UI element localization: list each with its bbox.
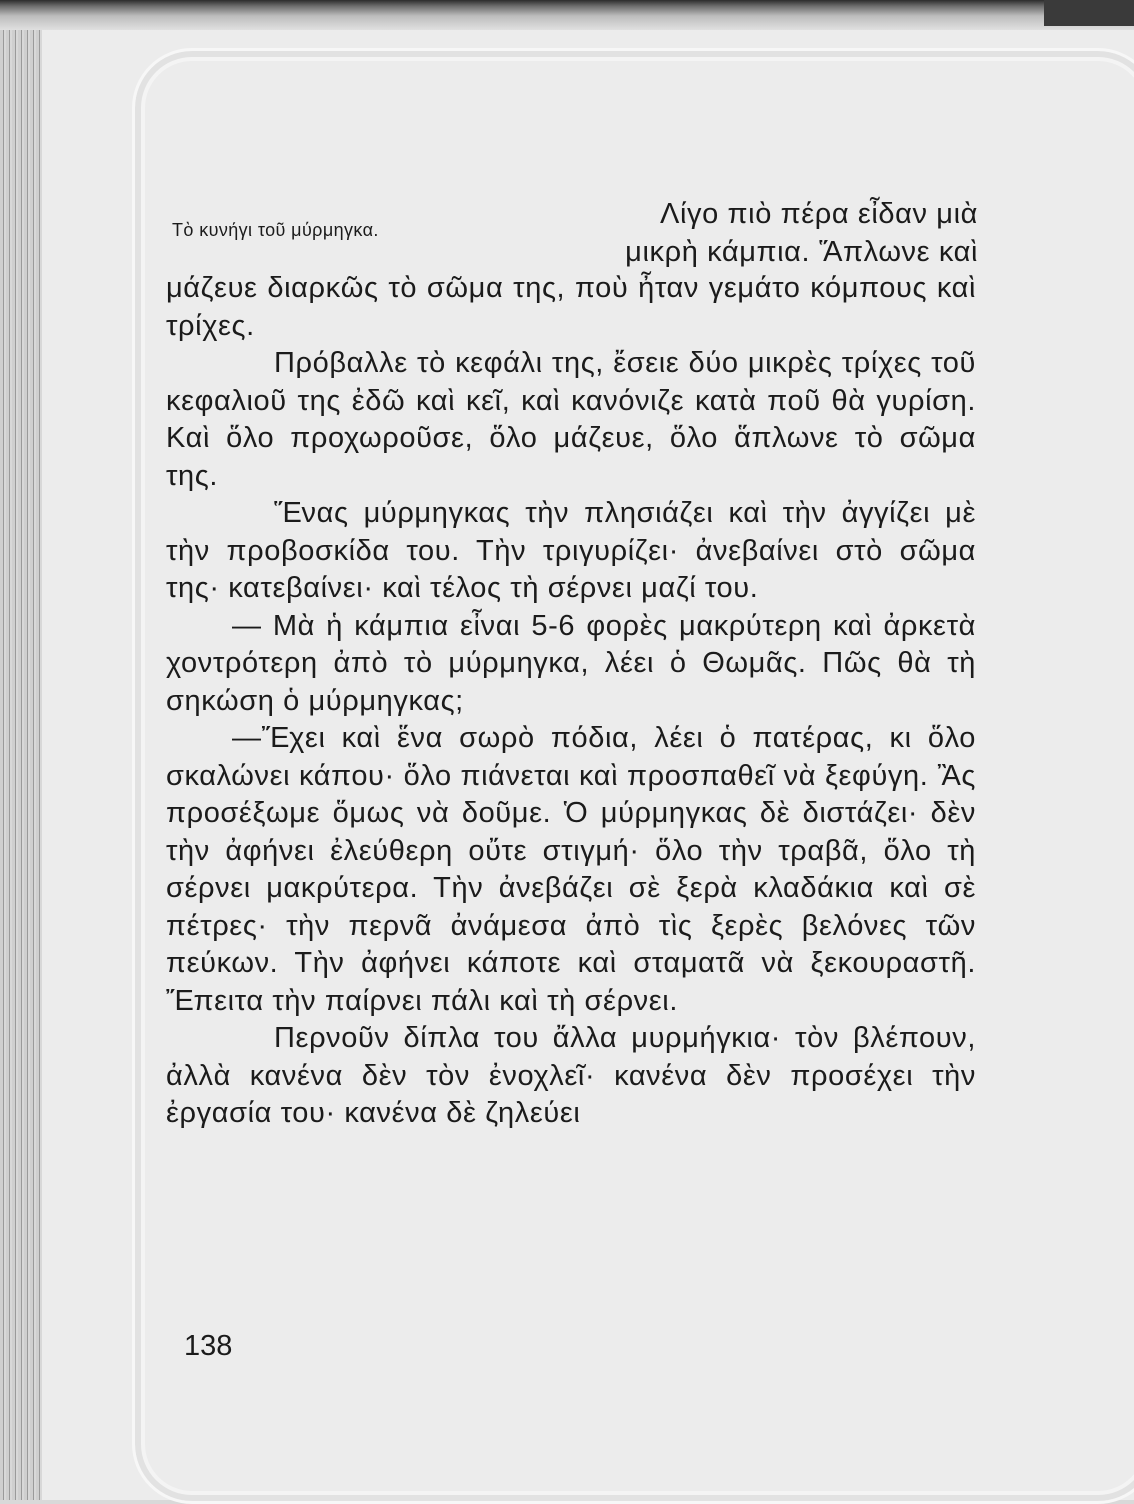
margin-note: Τὸ κυνήγι τοῦ μύρμηγκα. [172, 220, 379, 240]
page-number: 138 [184, 1330, 233, 1362]
paragraph-6: Περνοῦν δίπλα του ἄλλα μυρμήγκια· τὸν βλέπουν, ἀλλὰ κανένα δὲν τὸν ἐνοχλεῖ· κανένα δὲν προσέχει τὴν ἐργασία του· κανένα δὲ ζηλεύει [166, 1022, 976, 1129]
body-text [166, 270, 976, 1133]
paragraph-4: — Μὰ ἡ κάμπια εἶναι 5-6 φορὲς μακρύτερη καὶ ἀρκετὰ χοντρότερη ἀπὸ τὸ μύρμηγκα, λέει ὁ Θωμᾶς. Πῶς θὰ τὴ σηκώση ὁ μύρμηγκας; [166, 609, 976, 717]
paragraph-3: Ἕνας μύρμηγκας τὴν πλησιάζει καὶ τὴν ἀγγίζει μὲ τὴν προβοσκίδα του. Τὴν τριγυρίζει· ἀνεβαίνει στὸ σῶμα της· κατεβαίνει· καὶ τέλος τὴ σέρνει μαζί του. [166, 497, 976, 604]
book-top-edge [0, 0, 1134, 30]
opening-lines [538, 196, 978, 271]
book-page-edges [0, 0, 46, 1500]
book-corner-shadow [1044, 0, 1134, 26]
opening-line-2: μικρὴ κάμπια. Ἅπλωνε καὶ [625, 235, 978, 268]
paragraph-2: Πρόβαλλε τὸ κεφάλι της, ἔσειε δύο μικρὲς τρίχες τοῦ κεφαλιοῦ της ἐδῶ καὶ κεῖ, καὶ κανόνιζε κατὰ ποῦ θὰ γυρίση. Καὶ ὅλο προχωροῦσε, ὅλο μάζευε, ὅλο ἅπλωνε τὸ σῶμα της. [166, 347, 976, 492]
opening-line-1: Λίγο πιὸ πέρα εἶδαν μιὰ [660, 198, 978, 230]
paragraph-1: μάζευε διαρκῶς τὸ σῶμα της, ποὺ ἦταν γεμάτο κόμπους καὶ τρίχες. [166, 272, 976, 342]
paragraph-5: —Ἔχει καὶ ἕνα σωρὸ πόδια, λέει ὁ πατέρας, κι ὅλο σκαλώνει κάπου· ὅλο πιάνεται καὶ προσπαθεῖ νὰ ξεφύγη. Ἂς προσέξωμε ὅμως νὰ δοῦμε. Ὁ μύρμηγκας δὲ διστάζει· δὲν τὴν ἀφήνει ἐλεύθερη οὔτε στιγμή· ὅλο τὴν τραβᾶ, ὅλο τὴ σέρνει μακρύτερα. Τὴν ἀνεβάζει σὲ ξερὰ κλαδάκια καὶ σὲ πέτρες· τὴν περνᾶ ἀνάμεσα ἀπὸ τὶς ξερὲς βελόνες τῶν πεύκων. Τὴν ἀφήνει κάποτε καὶ σταματᾶ νὰ ξεκουραστῆ. Ἔπειτα τὴν παίρνει πάλι καὶ τὴ σέρνει. [166, 722, 976, 1017]
